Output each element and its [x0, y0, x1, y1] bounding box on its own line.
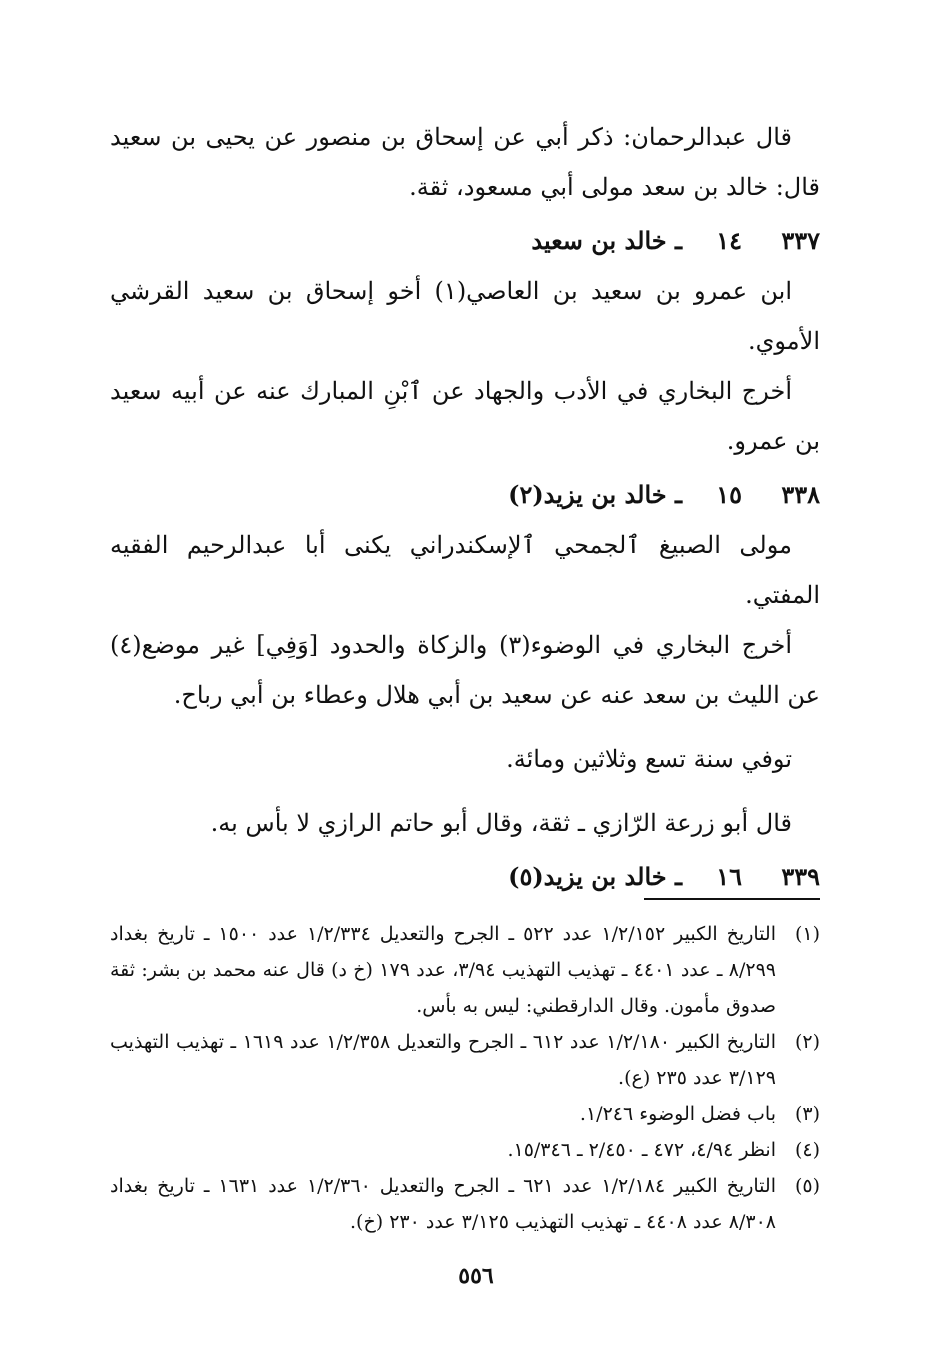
entry-name: ـ خالد بن يزيد(٥)	[508, 862, 682, 891]
footnote-number: (٣)	[794, 1103, 820, 1125]
footnote-text: التاريخ الكبير ١/٢/١٥٢ عدد ٥٢٢ ـ الجرح والتعديل ١/٢/٣٣٤ عدد ١٥٠٠ ـ تاريخ بغداد ٨/٢٩٩ ـ عدد ٤٤٠١ ـ تهذيب التهذيب ٣/٩٤، عدد ١٧٩ (خ د) قال عنه محمد بن بشر: ثقة صدوق مأمون. وقال الدارقطني: ليس به بأس.	[110, 923, 776, 1017]
entry-name: ـ خالد بن يزيد(٢)	[508, 480, 682, 509]
entry-sequence: ١٥	[716, 480, 742, 509]
entry-number: ٣٣٨	[781, 480, 820, 509]
footnote-3	[110, 1096, 820, 1132]
entry-heading-339	[110, 852, 820, 902]
footnote-number: (٥)	[794, 1175, 820, 1197]
footnote-text: انظر ٤/٩٤، ٤٧٢ ـ ٢/٤٥٠ ـ ١٥/٣٤٦.	[507, 1139, 776, 1161]
footnote-text: التاريخ الكبير ١/٢/١٨٠ عدد ٦١٢ ـ الجرح والتعديل ١/٢/٣٥٨ عدد ١٦١٩ ـ تهذيب التهذيب ٣/١٢٩ عدد ٢٣٥ (ع).	[110, 1031, 776, 1089]
entry-heading-338	[110, 470, 820, 520]
entry-sequence: ١٤	[716, 226, 742, 255]
entry-number: ٣٣٧	[781, 226, 820, 255]
paragraph-2: ابن عمرو بن سعيد بن العاصي(١) أخو إسحاق بن سعيد القرشي الأموي.	[110, 277, 820, 355]
footnote-2	[110, 1024, 820, 1096]
footnote-number: (١)	[794, 923, 820, 945]
paragraph-5: أخرج البخاري في الوضوء(٣) والزكاة والحدود [وَفِي] غير موضع(٤) عن الليث بن سعد عنه عن سعيد بن أبي هلال وعطاء بن أبي رباح.	[110, 631, 820, 709]
footnote-5	[110, 1168, 820, 1240]
footnote-number: (٤)	[794, 1139, 820, 1161]
paragraph-4: مولى الصبيغ ٱلجمحي ٱلإسكندراني يكنى أبا عبدالرحيم الفقيه المفتي.	[110, 531, 820, 609]
entry-name: ـ خالد بن سعيد	[531, 226, 682, 255]
footnote-4	[110, 1132, 820, 1168]
paragraph-1: قال عبدالرحمان: ذكر أبي عن إسحاق بن منصور عن يحيى بن سعيد قال: خالد بن سعد مولى أبي مسعود، ثقة.	[110, 123, 820, 201]
main-text	[110, 112, 820, 902]
footnote-number: (٢)	[794, 1031, 820, 1053]
paragraph-6: توفي سنة تسع وثلاثين ومائة.	[506, 745, 792, 773]
entry-sequence: ١٦	[716, 862, 742, 891]
footnote-divider	[644, 898, 820, 900]
footnote-text: باب فضل الوضوء ١/٢٤٦.	[579, 1103, 776, 1125]
entry-heading-337	[110, 216, 820, 266]
page-number: ٥٥٦	[458, 1263, 494, 1289]
footnote-text: التاريخ الكبير ١/٢/١٨٤ عدد ٦٢١ ـ الجرح والتعديل ١/٢/٣٦٠ عدد ١٦٣١ ـ تاريخ بغداد ٨/٣٠٨ عدد ٤٤٠٨ ـ تهذيب التهذيب ٣/١٢٥ عدد ٢٣٠ (خ).	[110, 1175, 776, 1233]
footnote-1	[110, 916, 820, 1024]
entry-number: ٣٣٩	[781, 862, 820, 891]
paragraph-7: قال أبو زرعة الرّازي ـ ثقة، وقال أبو حاتم الرازي لا بأس به.	[210, 809, 792, 837]
paragraph-3: أخرج البخاري في الأدب والجهاد عن ٱبْنِ المبارك عنه عن أبيه سعيد بن عمرو.	[110, 377, 820, 455]
footnotes	[110, 916, 820, 1240]
